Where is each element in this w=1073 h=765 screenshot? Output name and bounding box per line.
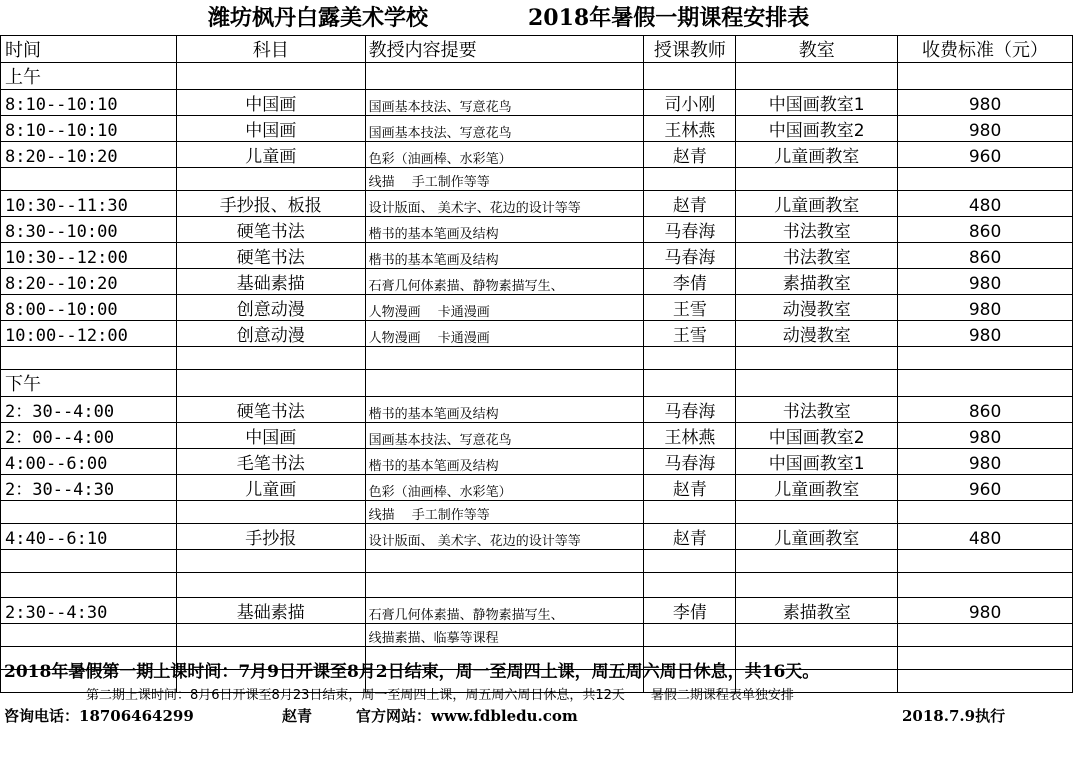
cell-subject: 硬笔书法 (176, 217, 365, 243)
cell-fee: 980 (898, 116, 1073, 142)
cell-time: 8:10--10:10 (1, 116, 177, 142)
page-title (0, 2, 1073, 34)
table-row (1, 370, 1073, 397)
cell-subject: 手抄报、板报 (176, 191, 365, 217)
cell-teacher: 王雪 (644, 321, 736, 347)
table-header-row (1, 36, 1073, 63)
cell-time: 8:20--10:20 (1, 142, 177, 168)
cell-subject (176, 370, 365, 397)
cell-fee (898, 550, 1073, 573)
cell-classroom: 中国画教室2 (736, 116, 898, 142)
cell-content: 设计版面、 美术字、花边的设计等等 (365, 524, 644, 550)
cell-classroom: 儿童画教室 (736, 142, 898, 168)
cell-time: 8:30--10:00 (1, 217, 177, 243)
table-row (1, 423, 1073, 449)
cell-time: 下午 (1, 370, 177, 397)
cell-time: 8:10--10:10 (1, 90, 177, 116)
cell-teacher: 赵青 (644, 191, 736, 217)
contact-info (4, 705, 1064, 727)
cell-fee: 480 (898, 191, 1073, 217)
cell-fee: 860 (898, 243, 1073, 269)
cell-classroom: 书法教室 (736, 217, 898, 243)
cell-fee: 980 (898, 449, 1073, 475)
cell-fee: 980 (898, 598, 1073, 624)
cell-fee: 960 (898, 475, 1073, 501)
cell-subject: 基础素描 (176, 269, 365, 295)
cell-content (365, 550, 644, 573)
cell-fee (898, 63, 1073, 90)
cell-content (365, 573, 644, 598)
cell-content: 线描 手工制作等等 (365, 501, 644, 524)
cell-classroom: 儿童画教室 (736, 475, 898, 501)
term2-schedule-note: 第二期上课时间：8月6日开课至8月23日结束，周一至周四上课，周五周六周日休息，共12天 暑假二期课程表单独安排 (86, 688, 794, 703)
table-row (1, 295, 1073, 321)
cell-classroom: 中国画教室1 (736, 449, 898, 475)
cell-teacher: 马春海 (644, 397, 736, 423)
cell-content: 色彩（油画棒、水彩笔） (365, 142, 644, 168)
cell-teacher (644, 168, 736, 191)
table-row (1, 347, 1073, 370)
cell-fee (898, 647, 1073, 670)
cell-time (1, 573, 177, 598)
cell-content: 国画基本技法、写意花鸟 (365, 423, 644, 449)
cell-content: 设计版面、 美术字、花边的设计等等 (365, 191, 644, 217)
cell-time: 2：30--4:00 (1, 397, 177, 423)
cell-classroom (736, 168, 898, 191)
cell-subject: 基础素描 (176, 598, 365, 624)
table-row (1, 321, 1073, 347)
table-row (1, 397, 1073, 423)
cell-time: 2：00--4:00 (1, 423, 177, 449)
cell-content: 线描素描、临摹等课程 (365, 624, 644, 647)
header-subject: 科目 (176, 36, 365, 63)
cell-classroom: 书法教室 (736, 243, 898, 269)
cell-subject: 中国画 (176, 116, 365, 142)
cell-subject: 儿童画 (176, 475, 365, 501)
cell-subject: 中国画 (176, 423, 365, 449)
cell-subject (176, 63, 365, 90)
cell-fee: 860 (898, 397, 1073, 423)
table-row (1, 63, 1073, 90)
phone-number: 咨询电话：18706464299 (4, 707, 194, 725)
cell-fee (898, 501, 1073, 524)
header-time: 时间 (1, 36, 177, 63)
cell-teacher: 李倩 (644, 269, 736, 295)
table-row (1, 116, 1073, 142)
cell-content: 人物漫画 卡通漫画 (365, 295, 644, 321)
cell-subject: 硬笔书法 (176, 243, 365, 269)
cell-subject (176, 347, 365, 370)
cell-classroom (736, 573, 898, 598)
term1-schedule-note: 2018年暑假第一期上课时间：7月9日开课至8月2日结束，周一至周四上课，周五周六周日休息，共16天。 (4, 662, 820, 682)
cell-content: 楷书的基本笔画及结构 (365, 217, 644, 243)
header-fee: 收费标准（元） (898, 36, 1073, 63)
website: 官方网站：www.fdbledu.com (356, 707, 578, 725)
cell-time: 2：30--4:30 (1, 475, 177, 501)
cell-teacher (644, 573, 736, 598)
cell-fee (898, 624, 1073, 647)
cell-subject: 中国画 (176, 90, 365, 116)
cell-fee (898, 573, 1073, 598)
cell-fee: 860 (898, 217, 1073, 243)
cell-content: 线描 手工制作等等 (365, 168, 644, 191)
cell-content: 人物漫画 卡通漫画 (365, 321, 644, 347)
cell-subject (176, 573, 365, 598)
cell-classroom: 素描教室 (736, 269, 898, 295)
contact-person: 赵青 (282, 707, 313, 725)
cell-classroom: 动漫教室 (736, 295, 898, 321)
cell-fee (898, 370, 1073, 397)
cell-teacher: 李倩 (644, 598, 736, 624)
cell-subject: 毛笔书法 (176, 449, 365, 475)
table-row (1, 524, 1073, 550)
cell-fee: 980 (898, 90, 1073, 116)
cell-classroom: 动漫教室 (736, 321, 898, 347)
cell-content: 楷书的基本笔画及结构 (365, 243, 644, 269)
cell-time: 上午 (1, 63, 177, 90)
table-row (1, 243, 1073, 269)
table-row (1, 142, 1073, 168)
cell-teacher (644, 347, 736, 370)
cell-fee: 980 (898, 295, 1073, 321)
table-row (1, 217, 1073, 243)
cell-classroom (736, 550, 898, 573)
cell-fee: 980 (898, 269, 1073, 295)
cell-teacher (644, 550, 736, 573)
effective-date: 2018.7.9执行 (902, 707, 1006, 725)
cell-teacher: 马春海 (644, 217, 736, 243)
cell-classroom: 书法教室 (736, 397, 898, 423)
cell-content: 国画基本技法、写意花鸟 (365, 116, 644, 142)
table-row (1, 598, 1073, 624)
cell-time (1, 501, 177, 524)
cell-time (1, 624, 177, 647)
cell-time: 4:00--6:00 (1, 449, 177, 475)
table-row (1, 624, 1073, 647)
cell-time: 10:00--12:00 (1, 321, 177, 347)
cell-content: 色彩（油画棒、水彩笔） (365, 475, 644, 501)
cell-time: 4:40--6:10 (1, 524, 177, 550)
cell-subject (176, 501, 365, 524)
cell-teacher (644, 501, 736, 524)
cell-classroom (736, 624, 898, 647)
header-teacher: 授课教师 (644, 36, 736, 63)
cell-fee: 980 (898, 321, 1073, 347)
cell-subject: 儿童画 (176, 142, 365, 168)
table-row (1, 573, 1073, 598)
cell-teacher (644, 624, 736, 647)
cell-content: 楷书的基本笔画及结构 (365, 397, 644, 423)
table-row (1, 269, 1073, 295)
cell-classroom (736, 501, 898, 524)
cell-teacher: 马春海 (644, 449, 736, 475)
cell-time: 8:00--10:00 (1, 295, 177, 321)
cell-time: 2:30--4:30 (1, 598, 177, 624)
cell-teacher: 王林燕 (644, 423, 736, 449)
cell-subject: 手抄报 (176, 524, 365, 550)
cell-teacher: 王雪 (644, 295, 736, 321)
cell-teacher: 赵青 (644, 475, 736, 501)
cell-teacher: 赵青 (644, 524, 736, 550)
cell-time (1, 347, 177, 370)
cell-fee: 980 (898, 423, 1073, 449)
cell-classroom (736, 347, 898, 370)
cell-time (1, 168, 177, 191)
cell-content: 国画基本技法、写意花鸟 (365, 90, 644, 116)
cell-time: 10:30--12:00 (1, 243, 177, 269)
cell-content (365, 370, 644, 397)
cell-subject (176, 168, 365, 191)
header-content: 教授内容提要 (365, 36, 644, 63)
cell-classroom: 儿童画教室 (736, 191, 898, 217)
schedule-title: 2018年暑假一期课程安排表 (528, 5, 810, 31)
cell-fee (898, 670, 1073, 693)
cell-classroom (736, 370, 898, 397)
cell-subject: 创意动漫 (176, 295, 365, 321)
table-row (1, 475, 1073, 501)
cell-content (365, 63, 644, 90)
cell-content: 楷书的基本笔画及结构 (365, 449, 644, 475)
cell-content: 石膏几何体素描、静物素描写生、 (365, 269, 644, 295)
cell-classroom (736, 63, 898, 90)
cell-teacher: 王林燕 (644, 116, 736, 142)
cell-classroom: 儿童画教室 (736, 524, 898, 550)
cell-fee (898, 168, 1073, 191)
cell-fee: 480 (898, 524, 1073, 550)
cell-teacher (644, 370, 736, 397)
table-row (1, 168, 1073, 191)
schedule-table (0, 35, 1073, 693)
cell-fee: 960 (898, 142, 1073, 168)
cell-teacher (644, 63, 736, 90)
cell-subject (176, 624, 365, 647)
table-row (1, 191, 1073, 217)
cell-classroom: 中国画教室2 (736, 423, 898, 449)
table-row (1, 550, 1073, 573)
school-name: 潍坊枫丹白露美术学校 (208, 5, 429, 31)
cell-teacher: 赵青 (644, 142, 736, 168)
cell-fee (898, 347, 1073, 370)
header-classroom: 教室 (736, 36, 898, 63)
table-row (1, 90, 1073, 116)
cell-time (1, 550, 177, 573)
table-row (1, 501, 1073, 524)
cell-time: 10:30--11:30 (1, 191, 177, 217)
cell-teacher: 马春海 (644, 243, 736, 269)
cell-content (365, 347, 644, 370)
cell-classroom: 素描教室 (736, 598, 898, 624)
cell-subject (176, 550, 365, 573)
cell-time: 8:20--10:20 (1, 269, 177, 295)
table-row (1, 449, 1073, 475)
cell-content: 石膏几何体素描、静物素描写生、 (365, 598, 644, 624)
cell-teacher: 司小刚 (644, 90, 736, 116)
cell-classroom: 中国画教室1 (736, 90, 898, 116)
cell-subject: 创意动漫 (176, 321, 365, 347)
cell-subject: 硬笔书法 (176, 397, 365, 423)
